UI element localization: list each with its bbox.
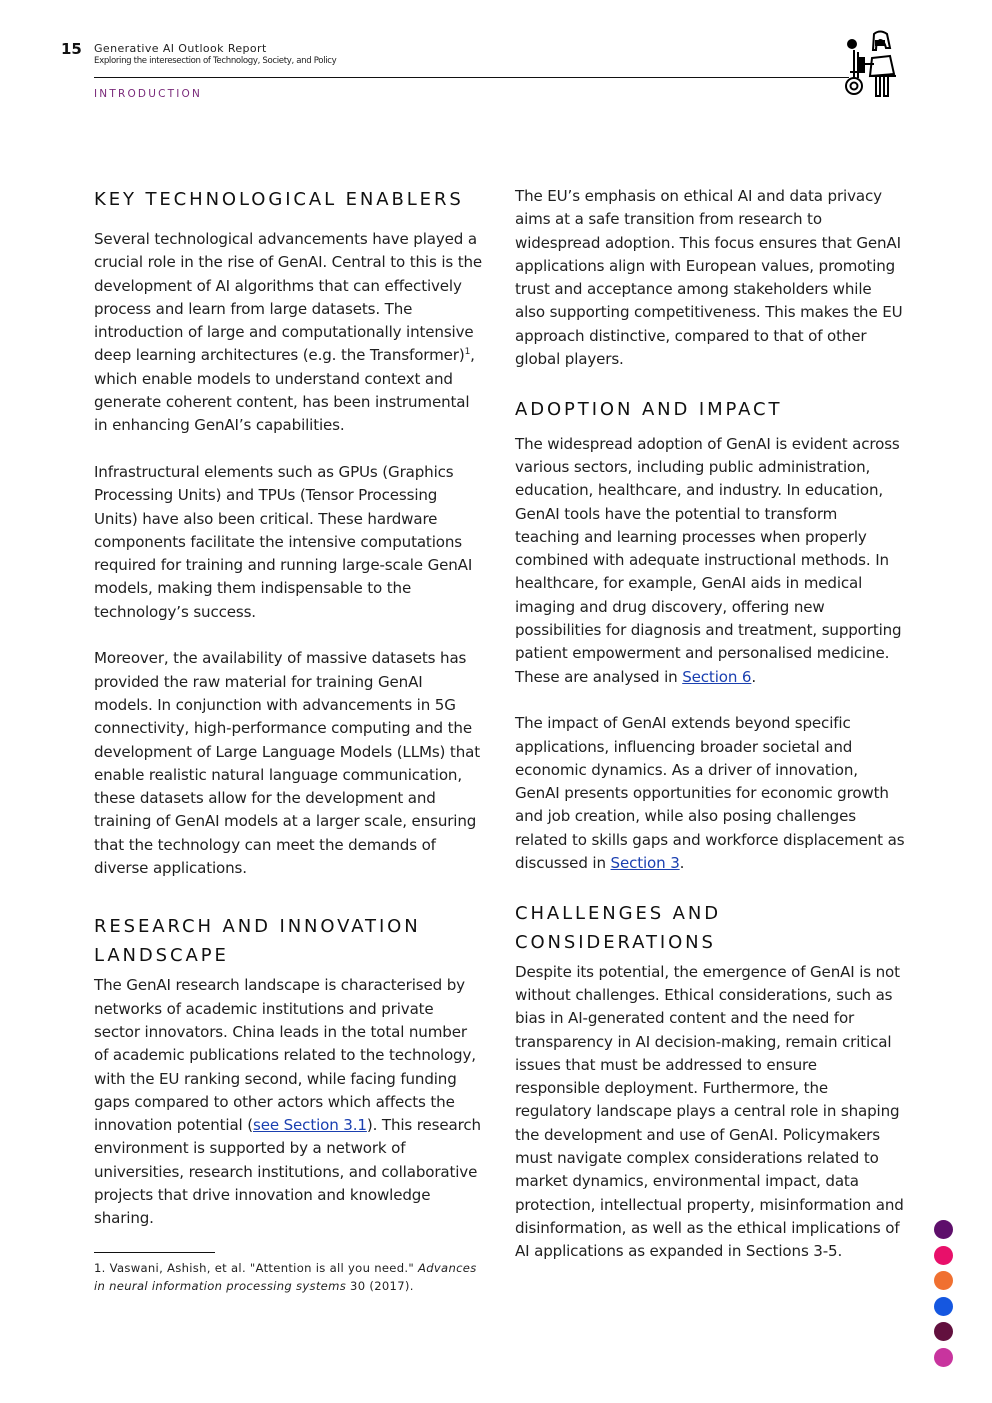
paragraph-research-1 <box>94 974 484 1230</box>
text: The GenAI research landscape is characterised by networks of academic institutions and private sector innovators. China leads in the total number of academic publications related to the technology, with the EU ranking second, while facing funding gaps compared to other actors which affects the innovation potential ( <box>94 976 476 1135</box>
footnote-divider <box>94 1252 215 1253</box>
heading-key-technological-enablers: KEY TECHNOLOGICAL ENABLERS <box>94 189 464 210</box>
paragraph-challenges-1: Despite its potential, the emergence of GenAI is not without challenges. Ethical considerations, such as bias in AI-generated content and the need for transparency in AI decision-making, remain critical issues that must be addressed to ensure responsible deployment. Furthermore, the regulatory landscape plays a central role in shaping the development and use of GenAI. Policymakers must navigate complex considerations related to market dynamics, environmental impact, data protection, intellectual property, misinformation and disinformation, as well as the ethical implications of AI applications as expanded in Sections 3-5. <box>515 962 904 1261</box>
heading-adoption-and-impact: ADOPTION AND IMPACT <box>515 398 783 420</box>
right-column <box>515 185 905 1287</box>
text: . <box>751 667 757 686</box>
text: The widespread adoption of GenAI is evident across various sectors, including public administration, education, healthcare, and industry. In education, GenAI tools have the potential to transform teaching and learning processes when properly combined with adequate instructional methods. In healthcare, for example, GenAI aids in medical imaging and drug discovery, offering new possibilities for diagnosis and treatment, supporting patient empowerment and personalised medicine. These are analysed in <box>515 434 902 686</box>
paragraph-enablers-1 <box>94 228 484 438</box>
paragraph-eu-emphasis: The EU’s emphasis on ethical AI and data privacy aims at a safe transition from research to widespread adoption. This focus ensures that GenAI applications align with European values, promoting trust and acceptance among stakeholders while also supporting competitiveness. This makes the EU approach distinctive, compared to that of other global players. <box>515 187 903 369</box>
footnote-journal-title: Advances in neural information processing systems <box>94 1260 477 1293</box>
header-rule <box>94 77 849 78</box>
dot-magenta-icon <box>934 1348 953 1367</box>
dot-maroon-icon <box>934 1322 953 1341</box>
footnote-reference-1[interactable]: 1 <box>464 347 471 358</box>
heading-challenges-and-considerations: CHALLENGES AND CONSIDERATIONS <box>515 902 722 953</box>
link-section-6[interactable]: Section 6 <box>682 667 752 686</box>
paragraph-adoption-2 <box>515 712 905 875</box>
link-section-3[interactable]: Section 3 <box>610 854 680 873</box>
section-label: INTRODUCTION <box>94 88 203 100</box>
link-see-section-3-1[interactable]: see Section 3.1 <box>252 1116 367 1135</box>
paragraph-enablers-3: Moreover, the availability of massive datasets has provided the raw material for training GenAI models. In conjunction with advancements in 5G connectivity, high-performance computing and the development of Large Language Models (LLMs) that enable realistic natural language communication, these datasets allow for the development and training of GenAI models at a larger scale, ensuring that the technology can meet the demands of diverse applications. <box>94 649 480 878</box>
paragraph-enablers-2: Infrastructural elements such as GPUs (Graphics Processing Units) and TPUs (Tensor Processing Units) have also been critical. These hardware components facilitate the intensive computations required for training and running large-scale GenAI models, making them indispensable to the technology’s success. <box>94 462 473 621</box>
text: 30 (2017). <box>346 1278 414 1293</box>
text: The impact of GenAI extends beyond specific applications, influencing broader societal and economic dynamics. As a driver of innovation, GenAI presents opportunities for economic growth and job creation, while also posing challenges related to skills gaps and workforce displacement as discussed in <box>515 714 905 873</box>
footnote-1 <box>94 1259 484 1295</box>
text: Several technological advancements have played a crucial role in the rise of GenAI. Central to this is the development of AI algorithms that can effectively process and learn from large datasets. The introduction of large and computationally intensive deep learning architectures (e.g. the Transformer) <box>94 230 483 365</box>
left-column <box>94 185 484 1295</box>
report-subtitle: Exploring the interesection of Technology, Society, and Policy <box>94 56 337 66</box>
report-title: Generative AI Outlook Report <box>94 42 267 55</box>
text: ). This research environment is supported by a network of universities, research institutions, and collaborative projects that drive innovation and knowledge sharing. <box>94 1116 481 1228</box>
page-number: 15 <box>61 40 82 58</box>
text: . <box>679 854 685 873</box>
dot-pink-icon <box>934 1246 953 1265</box>
dot-orange-icon <box>934 1271 953 1290</box>
text: 1. Vaswani, Ashish, et al. "Attention is all you need." <box>94 1260 418 1275</box>
robot-and-person-illustration-icon <box>840 28 902 100</box>
dot-purple-icon <box>934 1220 953 1239</box>
decorative-color-dots <box>934 1220 954 1374</box>
dot-blue-icon <box>934 1297 953 1316</box>
text: , which enable models to understand context and generate coherent content, has been instrumental in enhancing GenAI’s capabilities. <box>94 346 475 435</box>
paragraph-adoption-1 <box>515 433 905 689</box>
heading-research-and-innovation-landscape: RESEARCH AND INNOVATION LANDSCAPE <box>94 916 421 967</box>
